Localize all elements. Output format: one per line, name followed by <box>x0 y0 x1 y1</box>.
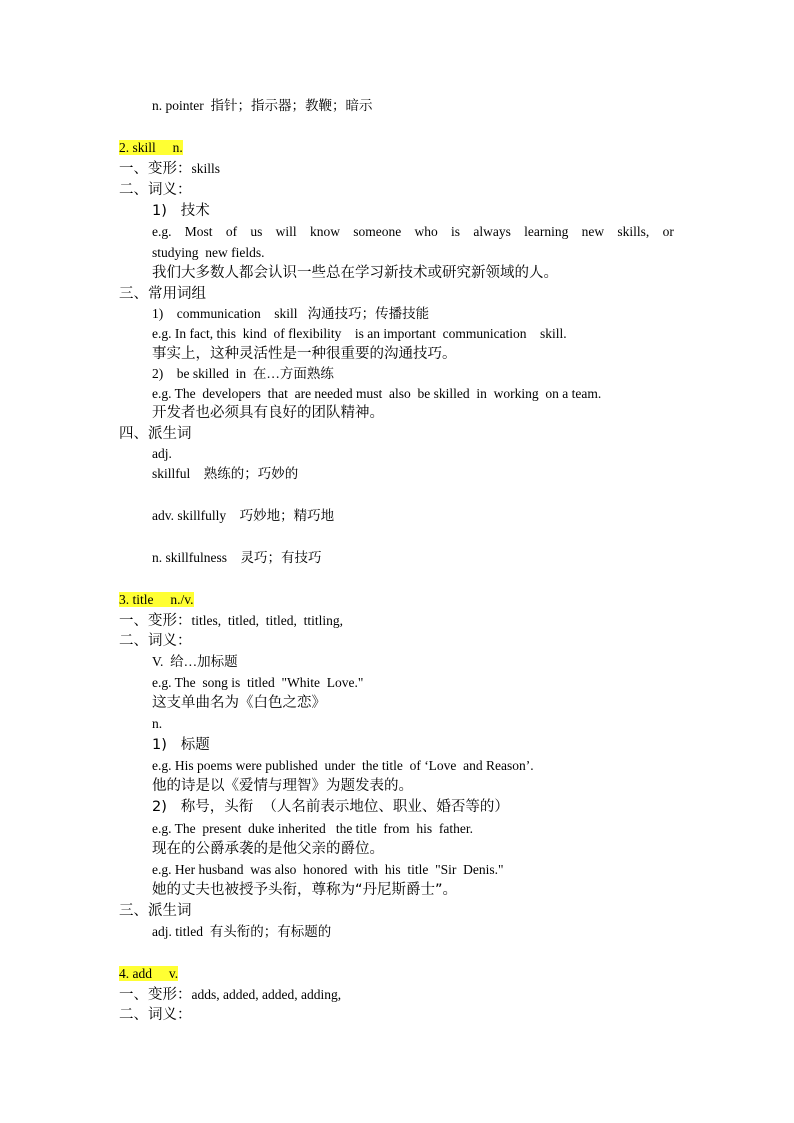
title-verb-sense: V. 给…加标题 <box>152 654 238 669</box>
entry-title-heading <box>119 591 194 609</box>
forms-label: 一、变形： <box>119 613 192 629</box>
forms-value: adds, added, added, adding, <box>191 987 342 1002</box>
word: who <box>414 224 438 239</box>
title-sense-2-example-1: e.g. The present duke inherited the title from his father. <box>152 821 474 836</box>
skill-adv-word: adv. skillfully 巧妙地；精巧地 <box>152 508 335 523</box>
entry-heading-highlight: 4. add v. <box>119 966 179 981</box>
forms-label: 一、变形： <box>119 161 192 177</box>
word: skills, <box>617 224 650 239</box>
entry-heading-highlight: 2. skill n. <box>119 140 183 155</box>
title-meaning-label: 二、词义： <box>119 633 192 649</box>
pointer-line: n. pointer 指针；指示器；教鞭；暗示 <box>152 98 373 113</box>
word: or <box>662 224 674 239</box>
skill-meaning-label: 二、词义： <box>119 182 192 198</box>
word: is <box>451 224 461 239</box>
skill-phrase-2: 2) be skilled in 在…方面熟练 <box>152 366 334 381</box>
skill-forms <box>119 160 220 178</box>
word: someone <box>353 224 402 239</box>
word: will <box>275 224 297 239</box>
skill-sense-1: 1) 技术 <box>152 203 210 219</box>
entry-add-heading <box>119 965 178 983</box>
skill-phrase-2-zh: 开发者也必须具有良好的团队精神。 <box>152 405 384 421</box>
title-derived-label: 三、派生词 <box>119 903 192 919</box>
title-adj-word: adj. titled 有头衔的；有标题的 <box>152 924 332 939</box>
word: know <box>309 224 340 239</box>
forms-label: 一、变形： <box>119 987 192 1003</box>
title-forms <box>119 612 343 630</box>
forms-value: titles, titled, titled, ttitling, <box>191 613 343 628</box>
word: e.g. <box>152 224 172 239</box>
add-meaning-label: 二、词义： <box>119 1007 192 1023</box>
title-sense-2-zh-1: 现在的公爵承袭的是他父亲的爵位。 <box>152 841 384 857</box>
skill-phrase-2-example: e.g. The developers that are needed must also be skilled in working on a team. <box>152 386 602 401</box>
entry-heading-highlight: 3. title n./v. <box>119 592 194 607</box>
skill-adj-label: adj. <box>152 446 172 461</box>
title-sense-1-example: e.g. His poems were published under the title of ‘Love and Reason’. <box>152 758 534 773</box>
word: new <box>581 224 605 239</box>
skill-example-1-zh: 我们大多数人都会认识一些总在学习新技术或研究新领域的人。 <box>152 265 558 281</box>
title-sense-1: 1) 标题 <box>152 737 210 753</box>
title-noun-label: n. <box>152 716 163 731</box>
word: of <box>225 224 238 239</box>
word: Most <box>184 224 213 239</box>
title-sense-2-example-2: e.g. Her husband was also honored with his title "Sir Denis." <box>152 862 504 877</box>
word: us <box>250 224 263 239</box>
entry-skill-heading <box>119 139 183 157</box>
skill-phrase-1-example: e.g. In fact, this kind of flexibility is an important communication skill. <box>152 326 567 341</box>
title-sense-2-zh-2: 她的丈夫也被授予头衔，尊称为“丹尼斯爵士”。 <box>152 882 458 898</box>
add-forms <box>119 986 341 1004</box>
skill-noun-word: n. skillfulness 灵巧；有技巧 <box>152 550 322 565</box>
skill-derived-label: 四、派生词 <box>119 426 192 442</box>
title-sense-1-zh: 他的诗是以《爱情与理智》为题发表的。 <box>152 778 413 794</box>
word: always <box>473 224 511 239</box>
word: learning <box>524 224 569 239</box>
skill-phrases-label: 三、常用词组 <box>119 286 206 302</box>
skill-example-1-line1 <box>152 223 674 241</box>
skill-example-1-line2: studying new fields. <box>152 245 265 260</box>
title-verb-example: e.g. The song is titled "White Love." <box>152 675 364 690</box>
title-verb-zh: 这支单曲名为《白色之恋》 <box>152 695 326 711</box>
skill-adj-word: skillful 熟练的；巧妙的 <box>152 466 299 481</box>
forms-value: skills <box>191 161 221 176</box>
title-sense-2: 2) 称号，头衔 （人名前表示地位、职业、婚否等的） <box>152 799 509 815</box>
skill-phrase-1-zh: 事实上，这种灵活性是一种很重要的沟通技巧。 <box>152 346 457 362</box>
skill-phrase-1: 1) communication skill 沟通技巧；传播技能 <box>152 306 430 321</box>
